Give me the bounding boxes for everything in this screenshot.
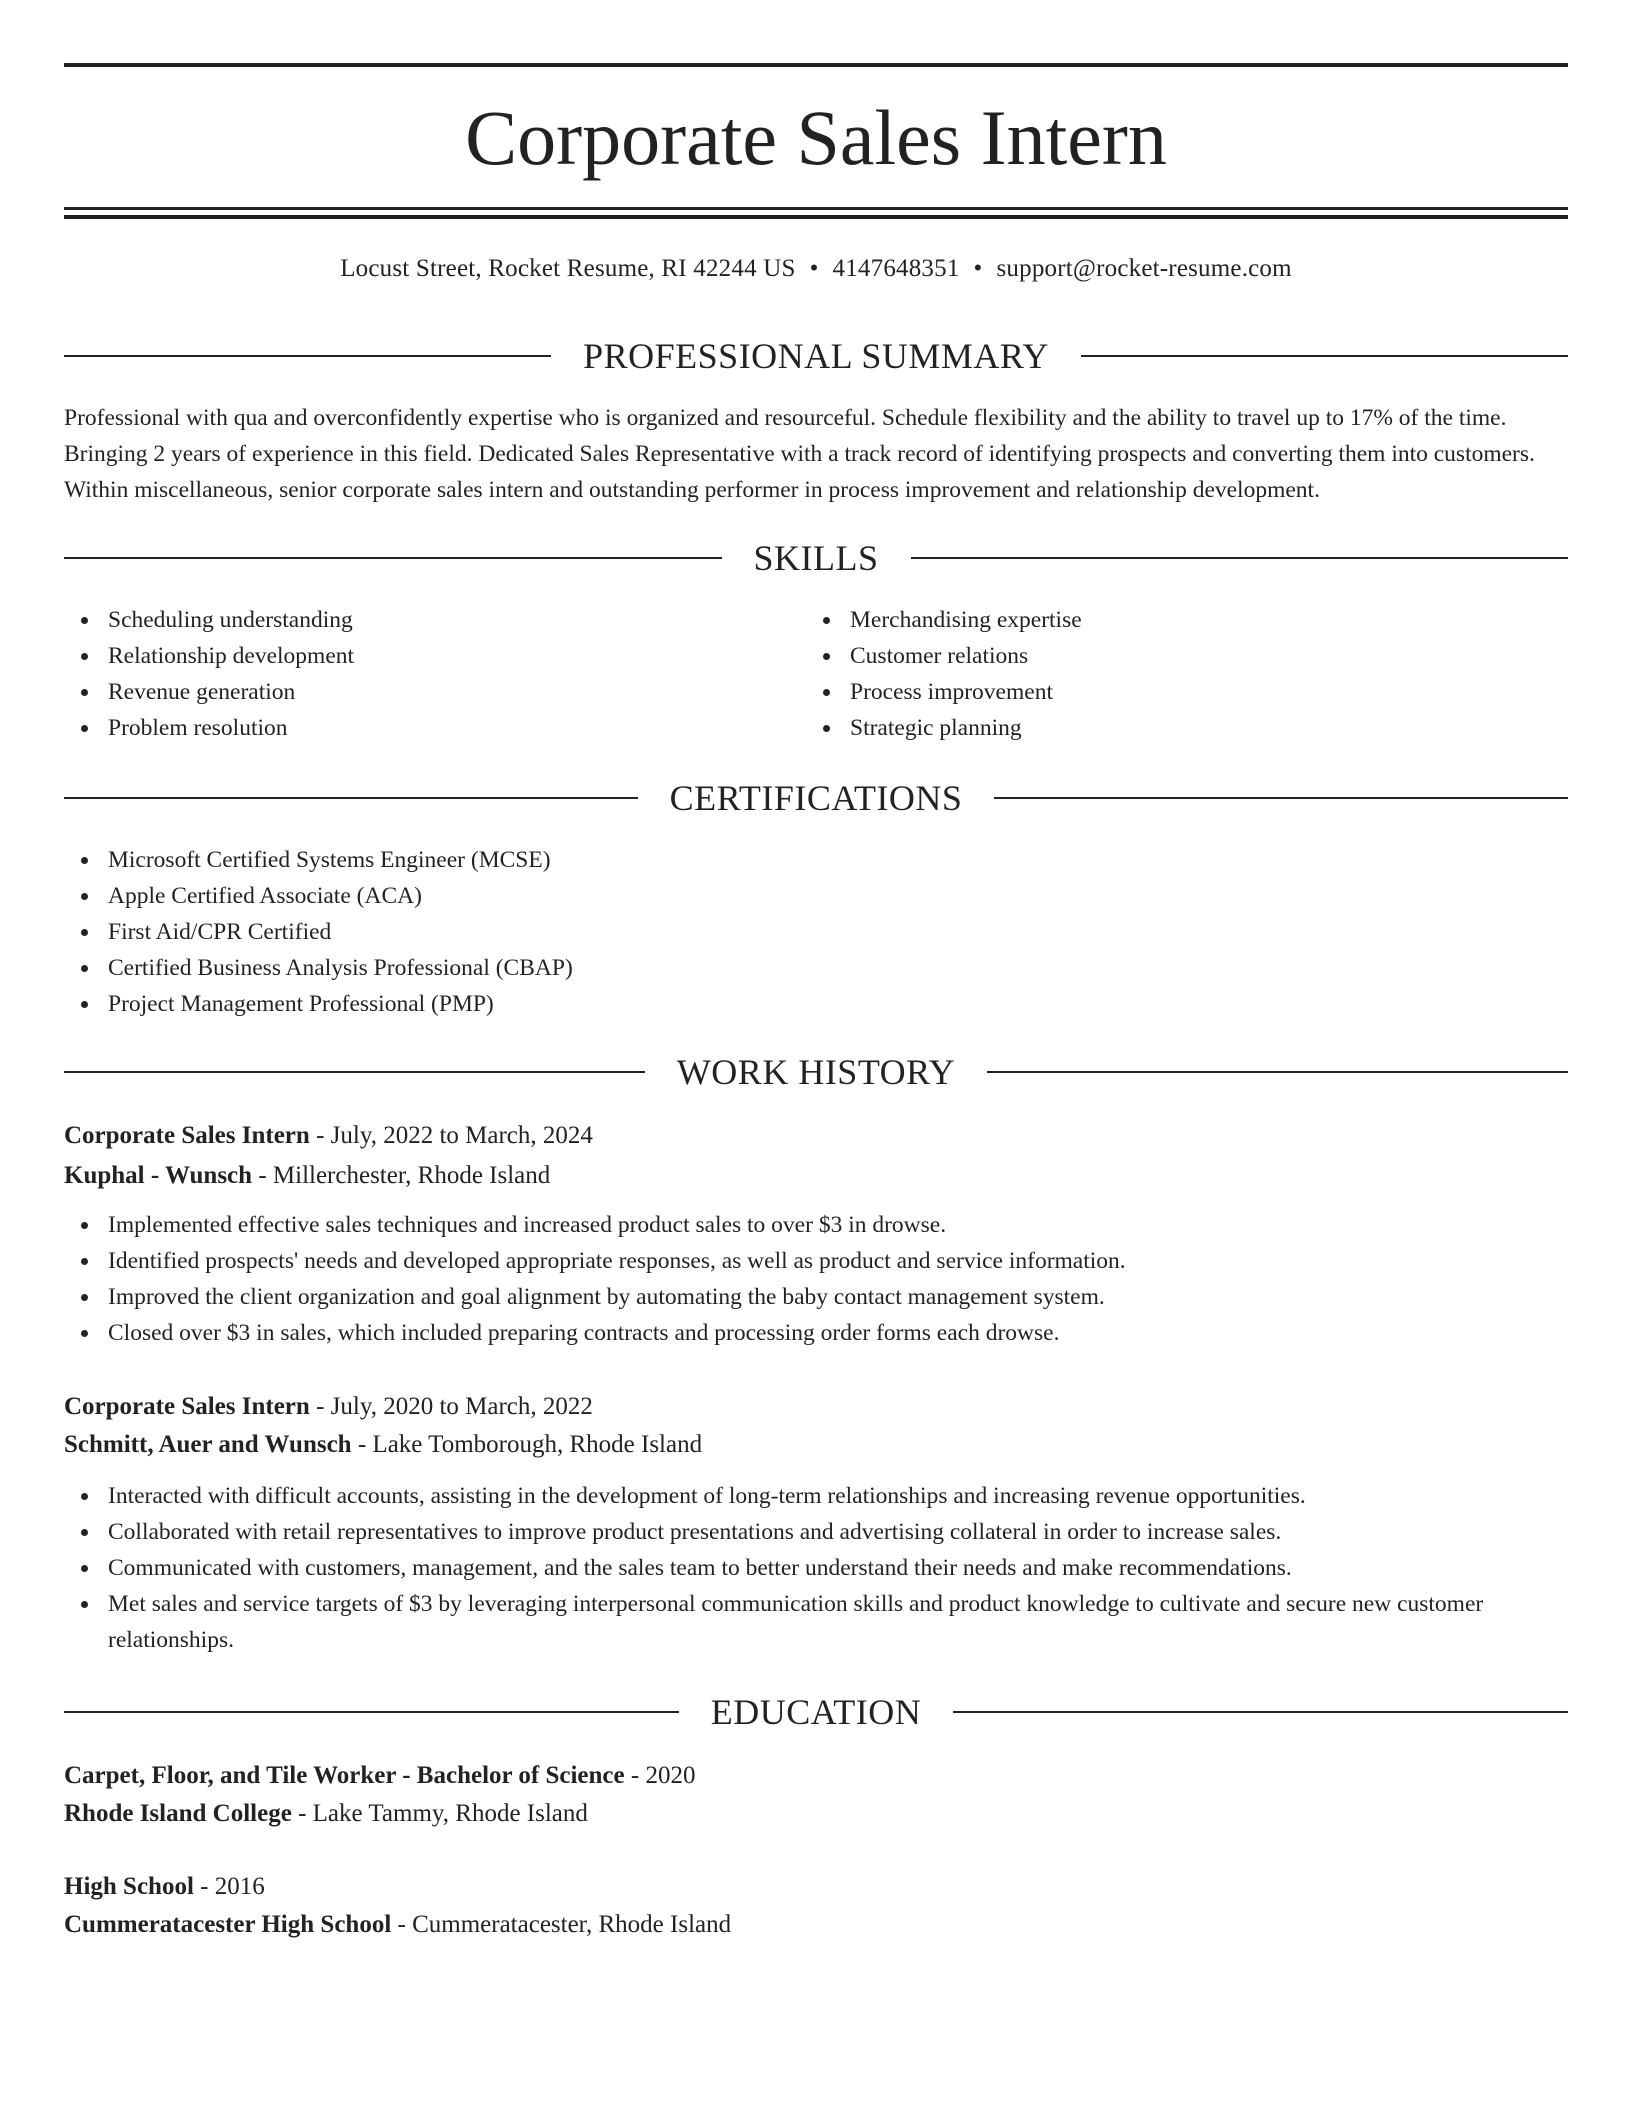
contact-email: support@rocket-resume.com [996, 255, 1292, 282]
education-school-line [64, 1906, 1568, 1944]
skills-list-right [806, 602, 1546, 746]
certification-item: Apple Certified Associate (ACA) [64, 878, 1568, 914]
education-degree-line [64, 1868, 1568, 1906]
job-bullet: Met sales and service targets of $3 by leveraging interpersonal communication skills and product knowledge to cultivate and secure new customer relationships. [64, 1586, 1568, 1658]
certification-item: First Aid/CPR Certified [64, 914, 1568, 950]
job-bullet: Collaborated with retail representatives to improve product presentations and advertising collateral in order to increase sales. [64, 1514, 1568, 1550]
contact-line [64, 253, 1568, 285]
education-year: - 2020 [624, 1762, 696, 1789]
certification-item: Microsoft Certified Systems Engineer (MCSE) [64, 842, 1568, 878]
skills-list-left [64, 602, 804, 746]
education-location: - Cummeratacester, Rhode Island [391, 1911, 732, 1938]
job-entry [64, 1117, 1568, 1351]
skill-item: Merchandising expertise [806, 602, 1546, 638]
heading-rule-left [64, 1071, 645, 1073]
contact-separator: • [809, 255, 819, 282]
education-degree: Carpet, Floor, and Tile Worker - Bachelor of Science [64, 1762, 625, 1789]
job-dates: - July, 2022 to March, 2024 [309, 1122, 593, 1149]
job-bullet: Closed over $3 in sales, which included preparing contracts and processing order forms each drowse. [64, 1315, 1568, 1351]
job-company-line [64, 1426, 1568, 1464]
job-bullets [64, 1478, 1568, 1658]
certifications-list [64, 842, 1568, 1022]
education-degree-line [64, 1757, 1568, 1795]
job-bullet: Improved the client organization and goal alignment by automating the baby contact management system. [64, 1279, 1568, 1315]
header-top-rule [64, 63, 1568, 67]
section-title: WORK HISTORY [676, 1052, 956, 1092]
skill-item: Revenue generation [64, 674, 804, 710]
education-school: Cummeratacester High School [64, 1911, 392, 1938]
section-heading-education [64, 1690, 1568, 1734]
resume-name: Corporate Sales Intern [465, 94, 1167, 181]
section-heading-summary [64, 334, 1568, 378]
skill-item: Problem resolution [64, 710, 804, 746]
job-company: Schmitt, Auer and Wunsch [64, 1431, 352, 1458]
job-company-line [64, 1157, 1568, 1195]
header-rule-thin [64, 207, 1568, 210]
skill-item: Customer relations [806, 638, 1546, 674]
job-title-line [64, 1117, 1568, 1155]
heading-rule-right [987, 1071, 1568, 1073]
heading-rule-left [64, 1711, 679, 1713]
heading-rule-right [994, 797, 1568, 799]
job-dates: - July, 2020 to March, 2022 [309, 1393, 593, 1420]
section-title: EDUCATION [710, 1692, 922, 1732]
skill-item: Process improvement [806, 674, 1546, 710]
job-bullet: Identified prospects' needs and developed appropriate responses, as well as product and service information. [64, 1243, 1568, 1279]
heading-rule-right [911, 557, 1569, 559]
job-entry [64, 1388, 1568, 1658]
job-title-line [64, 1388, 1568, 1426]
education-entry [64, 1868, 1568, 1944]
job-bullets [64, 1207, 1568, 1351]
heading-rule-left [64, 355, 551, 357]
heading-rule-right [953, 1711, 1568, 1713]
job-role: Corporate Sales Intern [64, 1122, 310, 1149]
job-bullet: Communicated with customers, management, and the sales team to better understand their needs and make recommendations. [64, 1550, 1568, 1586]
job-bullet: Implemented effective sales techniques and increased product sales to over $3 in drowse. [64, 1207, 1568, 1243]
heading-rule-left [64, 557, 722, 559]
heading-rule-left [64, 797, 638, 799]
education-school: Rhode Island College [64, 1800, 292, 1827]
contact-phone: 4147648351 [832, 255, 960, 282]
job-company: Kuphal - Wunsch [64, 1162, 253, 1189]
certification-item: Certified Business Analysis Professional (CBAP) [64, 950, 1568, 986]
header-rule-thick [64, 215, 1568, 219]
education-year: - 2016 [193, 1873, 265, 1900]
section-title: SKILLS [753, 538, 879, 578]
education-school-line [64, 1795, 1568, 1833]
job-role: Corporate Sales Intern [64, 1393, 310, 1420]
section-heading-certifications [64, 776, 1568, 820]
skill-item: Relationship development [64, 638, 804, 674]
job-location: - Millerchester, Rhode Island [252, 1162, 551, 1189]
education-degree: High School [64, 1873, 194, 1900]
skill-item: Scheduling understanding [64, 602, 804, 638]
heading-rule-right [1081, 355, 1568, 357]
section-title: PROFESSIONAL SUMMARY [583, 336, 1049, 376]
job-location: - Lake Tomborough, Rhode Island [351, 1431, 703, 1458]
section-heading-skills [64, 536, 1568, 580]
certification-item: Project Management Professional (PMP) [64, 986, 1568, 1022]
education-entry [64, 1757, 1568, 1833]
contact-address: Locust Street, Rocket Resume, RI 42244 US [340, 255, 796, 282]
skill-item: Strategic planning [806, 710, 1546, 746]
section-title: CERTIFICATIONS [669, 778, 963, 818]
contact-separator: • [973, 255, 983, 282]
education-location: - Lake Tammy, Rhode Island [291, 1800, 588, 1827]
job-bullet: Interacted with difficult accounts, assisting in the development of long-term relationships and increasing revenue opportunities. [64, 1478, 1568, 1514]
summary-text: Professional with qua and overconfidently expertise who is organized and resourceful. Schedule flexibility and the ability to travel up to 17% of the time. Bringing 2 years of experience in this field. Dedicated Sales Representative with a track record of identifying prospects and converting them into customers. Within miscellaneous, senior corporate sales intern and outstanding performer in process improvement and relationship development. [64, 405, 1535, 503]
section-heading-work-history [64, 1050, 1568, 1094]
